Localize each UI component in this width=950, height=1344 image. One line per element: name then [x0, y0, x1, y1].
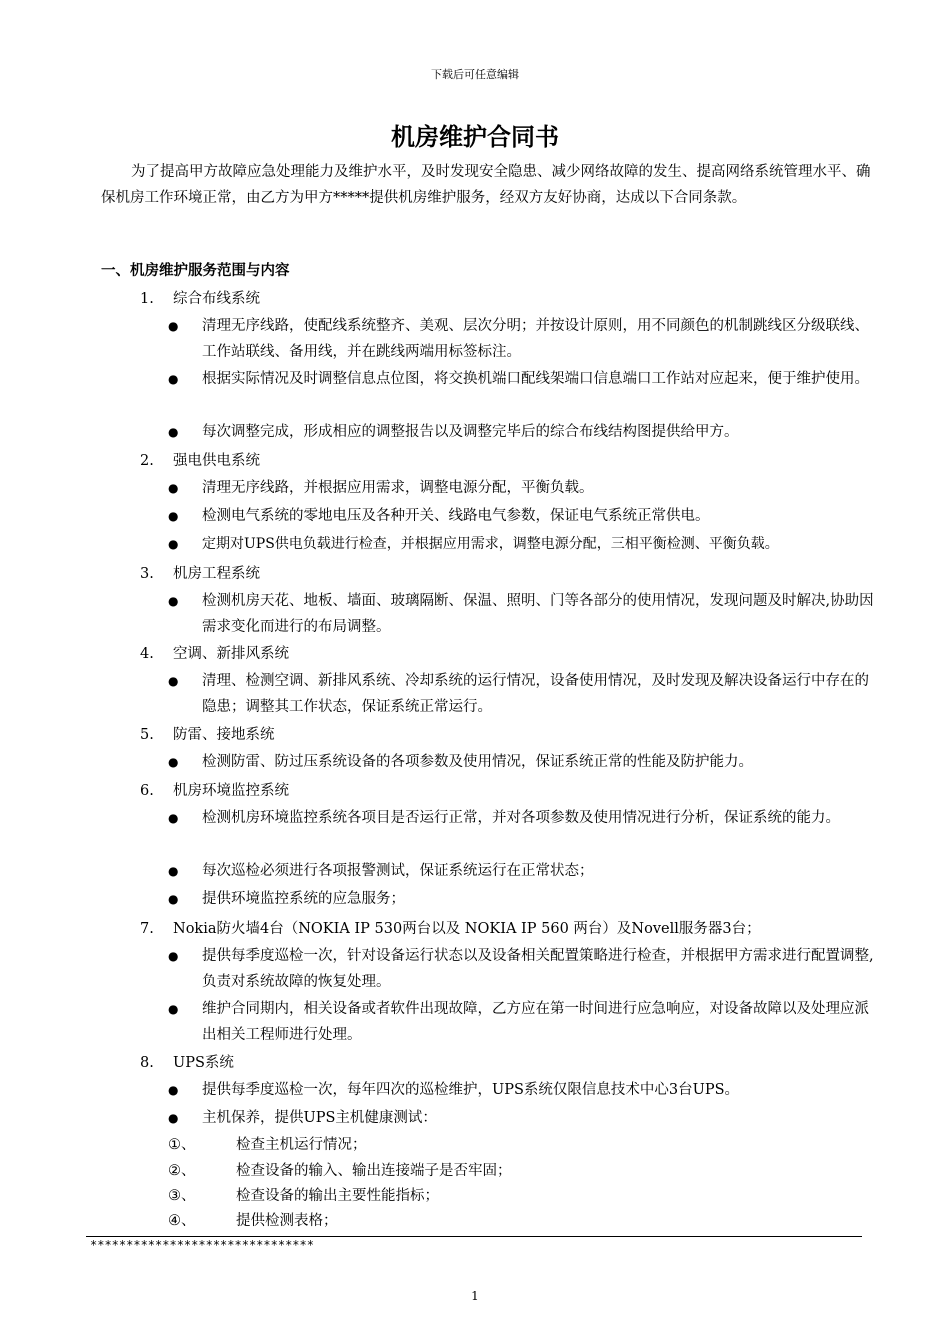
list-item-4 [140, 642, 289, 663]
sub-list-item [168, 1133, 367, 1154]
item-title: 强电供电系统 [173, 453, 260, 469]
item-number: 4. [140, 646, 154, 662]
bullet-icon: ● [168, 1002, 179, 1016]
bullet-icon: ● [168, 1111, 179, 1125]
list-item-7 [140, 917, 761, 938]
list-item-8 [140, 1051, 234, 1072]
bullet-item [168, 366, 880, 392]
item-number: 5. [140, 727, 154, 743]
bullet-text: 提供环境监控系统的应急服务； [202, 891, 405, 907]
bullet-text: 每次调整完成，形成相应的调整报告以及调整完毕后的综合布线结构图提供给甲方。 [202, 424, 739, 440]
bullet-item [168, 1105, 880, 1131]
sub-item-marker: ④、 [168, 1213, 196, 1229]
bullet-text: 提供每季度巡检一次，针对设备运行状态以及设备相关配置策略进行检查，并根据甲方需求进行配置调整,负责对系统故障的恢复处理。 [202, 948, 874, 990]
bullet-text: 维护合同期内，相关设备或者软件出现故障，乙方应在第一时间进行应急响应，对设备故障以及处理应派出相关工程师进行处理。 [202, 1001, 869, 1043]
footer-divider [86, 1236, 862, 1237]
item-number: 6. [140, 783, 154, 799]
bullet-text: 检测电气系统的零地电压及各种开关、线路电气参数，保证电气系统正常供电。 [202, 508, 710, 524]
bullet-item [168, 668, 880, 720]
item-number: 1. [140, 291, 154, 307]
bullet-text: 主机保养，提供UPS主机健康测试： [202, 1110, 437, 1126]
bullet-text: 检测机房天花、地板、墙面、玻璃隔断、保温、照明、门等各部分的使用情况，发现问题及时解决,协助因需求变化而进行的布局调整。 [202, 593, 874, 635]
sub-list-item [168, 1159, 512, 1180]
item-number: 3. [140, 566, 154, 582]
item-title: 机房工程系统 [173, 566, 260, 582]
bullet-text: 检测机房环境监控系统各项目是否运行正常，并对各项参数及使用情况进行分析，保证系统的能力。 [202, 810, 840, 826]
footer-stars: ******************************* [90, 1238, 314, 1252]
bullet-text: 每次巡检必须进行各项报警测试，保证系统运行在正常状态； [202, 863, 594, 879]
item-title: UPS系统 [173, 1055, 234, 1071]
bullet-icon: ● [168, 811, 179, 825]
bullet-icon: ● [168, 481, 179, 495]
bullet-item [168, 313, 880, 365]
item-title: 综合布线系统 [173, 291, 260, 307]
bullet-item [168, 749, 880, 775]
list-item-6 [140, 779, 289, 800]
item-title: 机房环境监控系统 [173, 783, 289, 799]
bullet-text: 清理无序线路，使配线系统整齐、美观、层次分明；并按设计原则，用不同颜色的机制跳线区分级联线、工作站联线、备用线，并在跳线两端用标签标注。 [202, 318, 869, 360]
sub-list-item [168, 1184, 439, 1205]
bullet-icon: ● [168, 425, 179, 439]
bullet-icon: ● [168, 594, 179, 608]
bullet-icon: ● [168, 372, 179, 386]
bullet-text: 清理、检测空调、新排风系统、冷却系统的运行情况，设备使用情况，及时发现及解决设备运行中存在的隐患；调整其工作状态，保证系统正常运行。 [202, 673, 869, 715]
section-heading: 一、机房维护服务范围与内容 [101, 262, 290, 279]
sub-item-text: 检查主机运行情况； [236, 1137, 367, 1153]
bullet-icon: ● [168, 949, 179, 963]
sub-list-item [168, 1209, 338, 1230]
sub-item-text: 检查设备的输入、输出连接端子是否牢固； [236, 1163, 512, 1179]
item-title: Nokia防火墙4台（NOKIA IP 530两台以及 NOKIA IP 560 两台）及Novell服务器3台； [173, 921, 761, 937]
item-title: 空调、新排风系统 [173, 646, 289, 662]
list-item-1 [140, 287, 260, 308]
bullet-item [168, 503, 880, 529]
bullet-item [168, 886, 880, 912]
page-number: 1 [471, 1289, 479, 1303]
bullet-icon: ● [168, 509, 179, 523]
document-title: 机房维护合同书 [391, 122, 559, 151]
bullet-text: 检测防雷、防过压系统设备的各项参数及使用情况，保证系统正常的性能及防护能力。 [202, 754, 753, 770]
bullet-icon: ● [168, 319, 179, 333]
bullet-text: 根据实际情况及时调整信息点位图，将交换机端口配线架端口信息端口工作站对应起来，便于维护使用。 [202, 371, 869, 387]
bullet-text: 提供每季度巡检一次，每年四次的巡检维护，UPS系统仅限信息技术中心3台UPS。 [202, 1082, 740, 1098]
sub-item-marker: ①、 [168, 1137, 196, 1153]
item-title: 防雷、接地系统 [173, 727, 275, 743]
sub-item-text: 提供检测表格； [236, 1213, 338, 1229]
sub-item-marker: ②、 [168, 1163, 196, 1179]
bullet-text: 定期对UPS供电负载进行检查，并根据应用需求，调整电源分配，三相平衡检测、平衡负载。 [202, 536, 779, 552]
bullet-icon: ● [168, 537, 179, 551]
sub-item-text: 检查设备的输出主要性能指标； [236, 1188, 439, 1204]
list-item-5 [140, 723, 275, 744]
page-header: 下载后可任意编辑 [431, 68, 519, 81]
bullet-item [168, 475, 880, 501]
bullet-text: 清理无序线路，并根据应用需求，调整电源分配，平衡负载。 [202, 480, 594, 496]
bullet-item [168, 419, 880, 445]
bullet-icon: ● [168, 1083, 179, 1097]
bullet-item [168, 943, 880, 995]
bullet-item [168, 996, 880, 1048]
bullet-icon: ● [168, 674, 179, 688]
item-number: 7. [140, 921, 154, 937]
list-item-2 [140, 449, 260, 470]
bullet-item [168, 1077, 880, 1103]
bullet-item [168, 805, 880, 831]
item-number: 8. [140, 1055, 154, 1071]
bullet-icon: ● [168, 864, 179, 878]
intro-paragraph: 为了提高甲方故障应急处理能力及维护水平，及时发现安全隐患、减少网络故障的发生、提高网络系统管理水平、确保机房工作环境正常，由乙方为甲方*****提供机房维护服务，经双方友好协商，达成以下合同条款。 [101, 164, 871, 206]
sub-item-marker: ③、 [168, 1188, 196, 1204]
bullet-icon: ● [168, 755, 179, 769]
bullet-item [168, 531, 908, 557]
item-number: 2. [140, 453, 154, 469]
bullet-icon: ● [168, 892, 179, 906]
bullet-item [168, 588, 880, 640]
list-item-3 [140, 562, 260, 583]
bullet-item [168, 858, 880, 884]
